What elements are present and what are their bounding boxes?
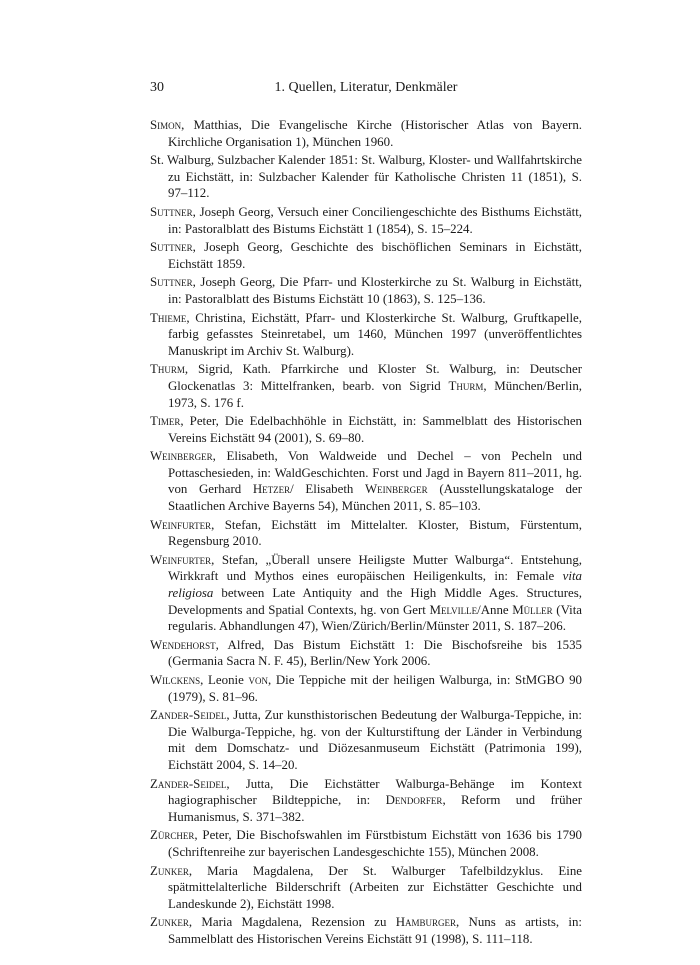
author-name: Suttner [150,204,193,219]
entry-text: , Christina, Eichstätt, Pfarr- und Klosterkirche St. Walburg, Gruftkapelle, farbig gefasstes Steinretabel, um 1460, München 1997 (unveröffentlichtes Manuskript im Archiv St. Walburg). [168,310,582,358]
bibliography-entry [150,413,582,446]
entry-text: , Stefan, „Überall unsere Heiligste Mutter Walburga“. Entstehung, Wirkkraft und Mythos eines europäischen Heiligenkults, in: Female [168,552,582,584]
author-name: Weinfurter [150,517,212,532]
entry-text: , München/Berlin, 1973, S. 176 f. [168,378,582,410]
entry-text: , Leonie [200,673,249,687]
bibliography-entry [150,672,582,705]
entry-text: , Die Teppiche mit der heiligen Walburga, in: StMGBO 90 (1979), S. 81–96. [168,673,582,704]
entry-text: , Maria Magdalena, Der St. Walburger Tafelbildzyklus. Eine spätmittelalterliche Bilderschrift (Arbeiten zur Eichstätter Geschichte und Landeskunde 2), Eichstätt 1998. [168,863,582,911]
author-name: Melville [429,602,478,617]
author-name: Thurm [448,378,484,393]
author-name: Hetzer [252,482,291,497]
bibliography-entry [150,863,582,913]
author-name: Weinberger [365,482,428,497]
bibliography-entry [150,552,582,635]
entry-text: , Matthias, Die Evangelische Kirche (Historischer Atlas von Bayern. Kirchliche Organisation 1), München 1960. [168,118,582,149]
author-name: Weinfurter [150,552,212,567]
bibliography-entry [150,310,582,360]
author-name: Müller [512,602,553,617]
author-name: Wilckens [150,673,201,687]
author-name: Simon [150,118,182,132]
bibliography-entry [150,827,582,860]
entry-text: , Joseph Georg, Geschichte des bischöflichen Seminars in Eichstätt, Eichstätt 1859. [168,240,582,271]
entry-text: , Jutta, Zur kunsthistorischen Bedeutung der Walburga-Teppiche, in: Die Walburga-Teppiche, hg. von der Kulturstiftung der Länder in Verbindung mit dem Domschatz- und Diözesanmuseum Eichstätt (Patrimonia 199), Eichstätt 2004, S. 14–20. [168,708,582,772]
entry-text: , Jutta, Die Eichstätter Walburga-Behänge im Kontext hagiographischer Bildteppiche, in: [168,776,582,808]
bibliography-entry [150,239,582,272]
entry-text: /Anne [477,602,513,617]
bibliography-entry [150,274,582,307]
author-name: von [248,673,268,687]
bibliography-list [150,117,582,950]
entry-text: , Maria Magdalena, Rezension zu [188,915,396,930]
bibliography-entry [150,637,582,670]
entry-text: (Ausstellungskataloge der Staatlichen Archive Bayerns 54), München 2011, S. 85–103. [168,482,582,514]
author-name: Suttner [150,275,193,290]
author-name: Zander-Seidel [150,708,227,723]
author-name: Suttner [150,240,193,255]
italic-term: vita religiosa [168,569,582,601]
entry-text: , Alfred, Das Bistum Eichstätt 1: Die Bischofsreihe bis 1535 (Germania Sacra N. F. 45), Berlin/New York 2006. [168,637,582,669]
entry-text: , Peter, Die Edelbachhöhle in Eichstätt, in: Sammelblatt des Historischen Vereins Eichstätt 94 (2001), S. 69–80. [168,414,582,445]
author-name: Thieme [150,310,187,325]
bibliography-entry [150,204,582,237]
bibliography-entry [150,152,582,202]
entry-text: , Peter, Die Bischofswahlen im Fürstbistum Eichstätt von 1636 bis 1790 (Schriftenreihe zur bayerischen Landesgeschichte 155), München 2008. [168,828,582,859]
author-name: Dendorfer [385,793,443,808]
entry-text: , Joseph Georg, Die Pfarr- und Klosterkirche zu St. Walburg in Eichstätt, in: Pastoralblatt des Bistums Eichstätt 10 (1863), S. 125–136. [168,275,582,306]
bibliography-entry [150,914,582,947]
entry-text: , Joseph Georg, Versuch einer Conciliengeschichte des Bisthums Eichstätt, in: Pastoralblatt des Bistums Eichstätt 1 (1854), S. 15–224. [168,204,582,236]
entry-text: between Late Antiquity and the High Middle Ages. Structures, Developments and Spatial Contexts, hg. von Gert [168,586,582,617]
bibliography-entry [150,776,582,826]
author-name: Zunker [150,915,189,930]
entry-text: , Sigrid, Kath. Pfarrkirche und Kloster St. Walburg, in: Deutscher Glockenatlas 3: Mittelfranken, bearb. von Sigrid [168,362,582,393]
page-header [150,80,582,100]
entry-text: , Stefan, Eichstätt im Mittelalter. Kloster, Bistum, Fürstentum, Regensburg 2010. [168,517,582,549]
author-name: Zunker [150,863,189,878]
author-name: Hamburger [395,915,457,930]
entry-text: / Elisabeth [290,482,366,497]
author-name: Zander-Seidel [150,776,227,791]
author-name: Weinberger [150,449,213,464]
author-name: Zürcher [150,828,195,843]
entry-text: St. Walburg, Sulzbacher Kalender 1851: St. Walburg, Kloster- und Wallfahrtskirche zu Eichstätt, in: Sulzbacher Kalender für Katholische Christen 11 (1851), S. 97–112. [150,153,582,201]
bibliography-entry [150,517,582,550]
bibliography-entry [150,361,582,411]
running-title: 1. Quellen, Literatur, Denkmäler [274,80,458,95]
entry-text: , Nuns as artists, in: Sammelblatt des Historischen Vereins Eichstätt 91 (1998), S. 111–118. [168,915,582,946]
bibliography-entry [150,448,582,514]
author-name: Timer [150,414,181,429]
entry-text: , Elisabeth, Von Waldweide und Dechel – von Pecheln und Pottaschesieden, in: WaldGeschichten. Forst und Jagd in Bayern 811–2011, hg. von Gerhard [168,449,582,497]
entry-text: , Reform und früher Humanismus, S. 371–382. [168,793,582,824]
author-name: Wendehorst [150,637,216,652]
bibliography-entry [150,707,582,773]
entry-text: (Vita regularis. Abhandlungen 47), Wien/Zürich/Berlin/Münster 2011, S. 187–206. [168,602,582,634]
author-name: Thurm [150,362,185,377]
page-number: 30 [150,80,164,95]
bibliography-entry [150,117,582,150]
